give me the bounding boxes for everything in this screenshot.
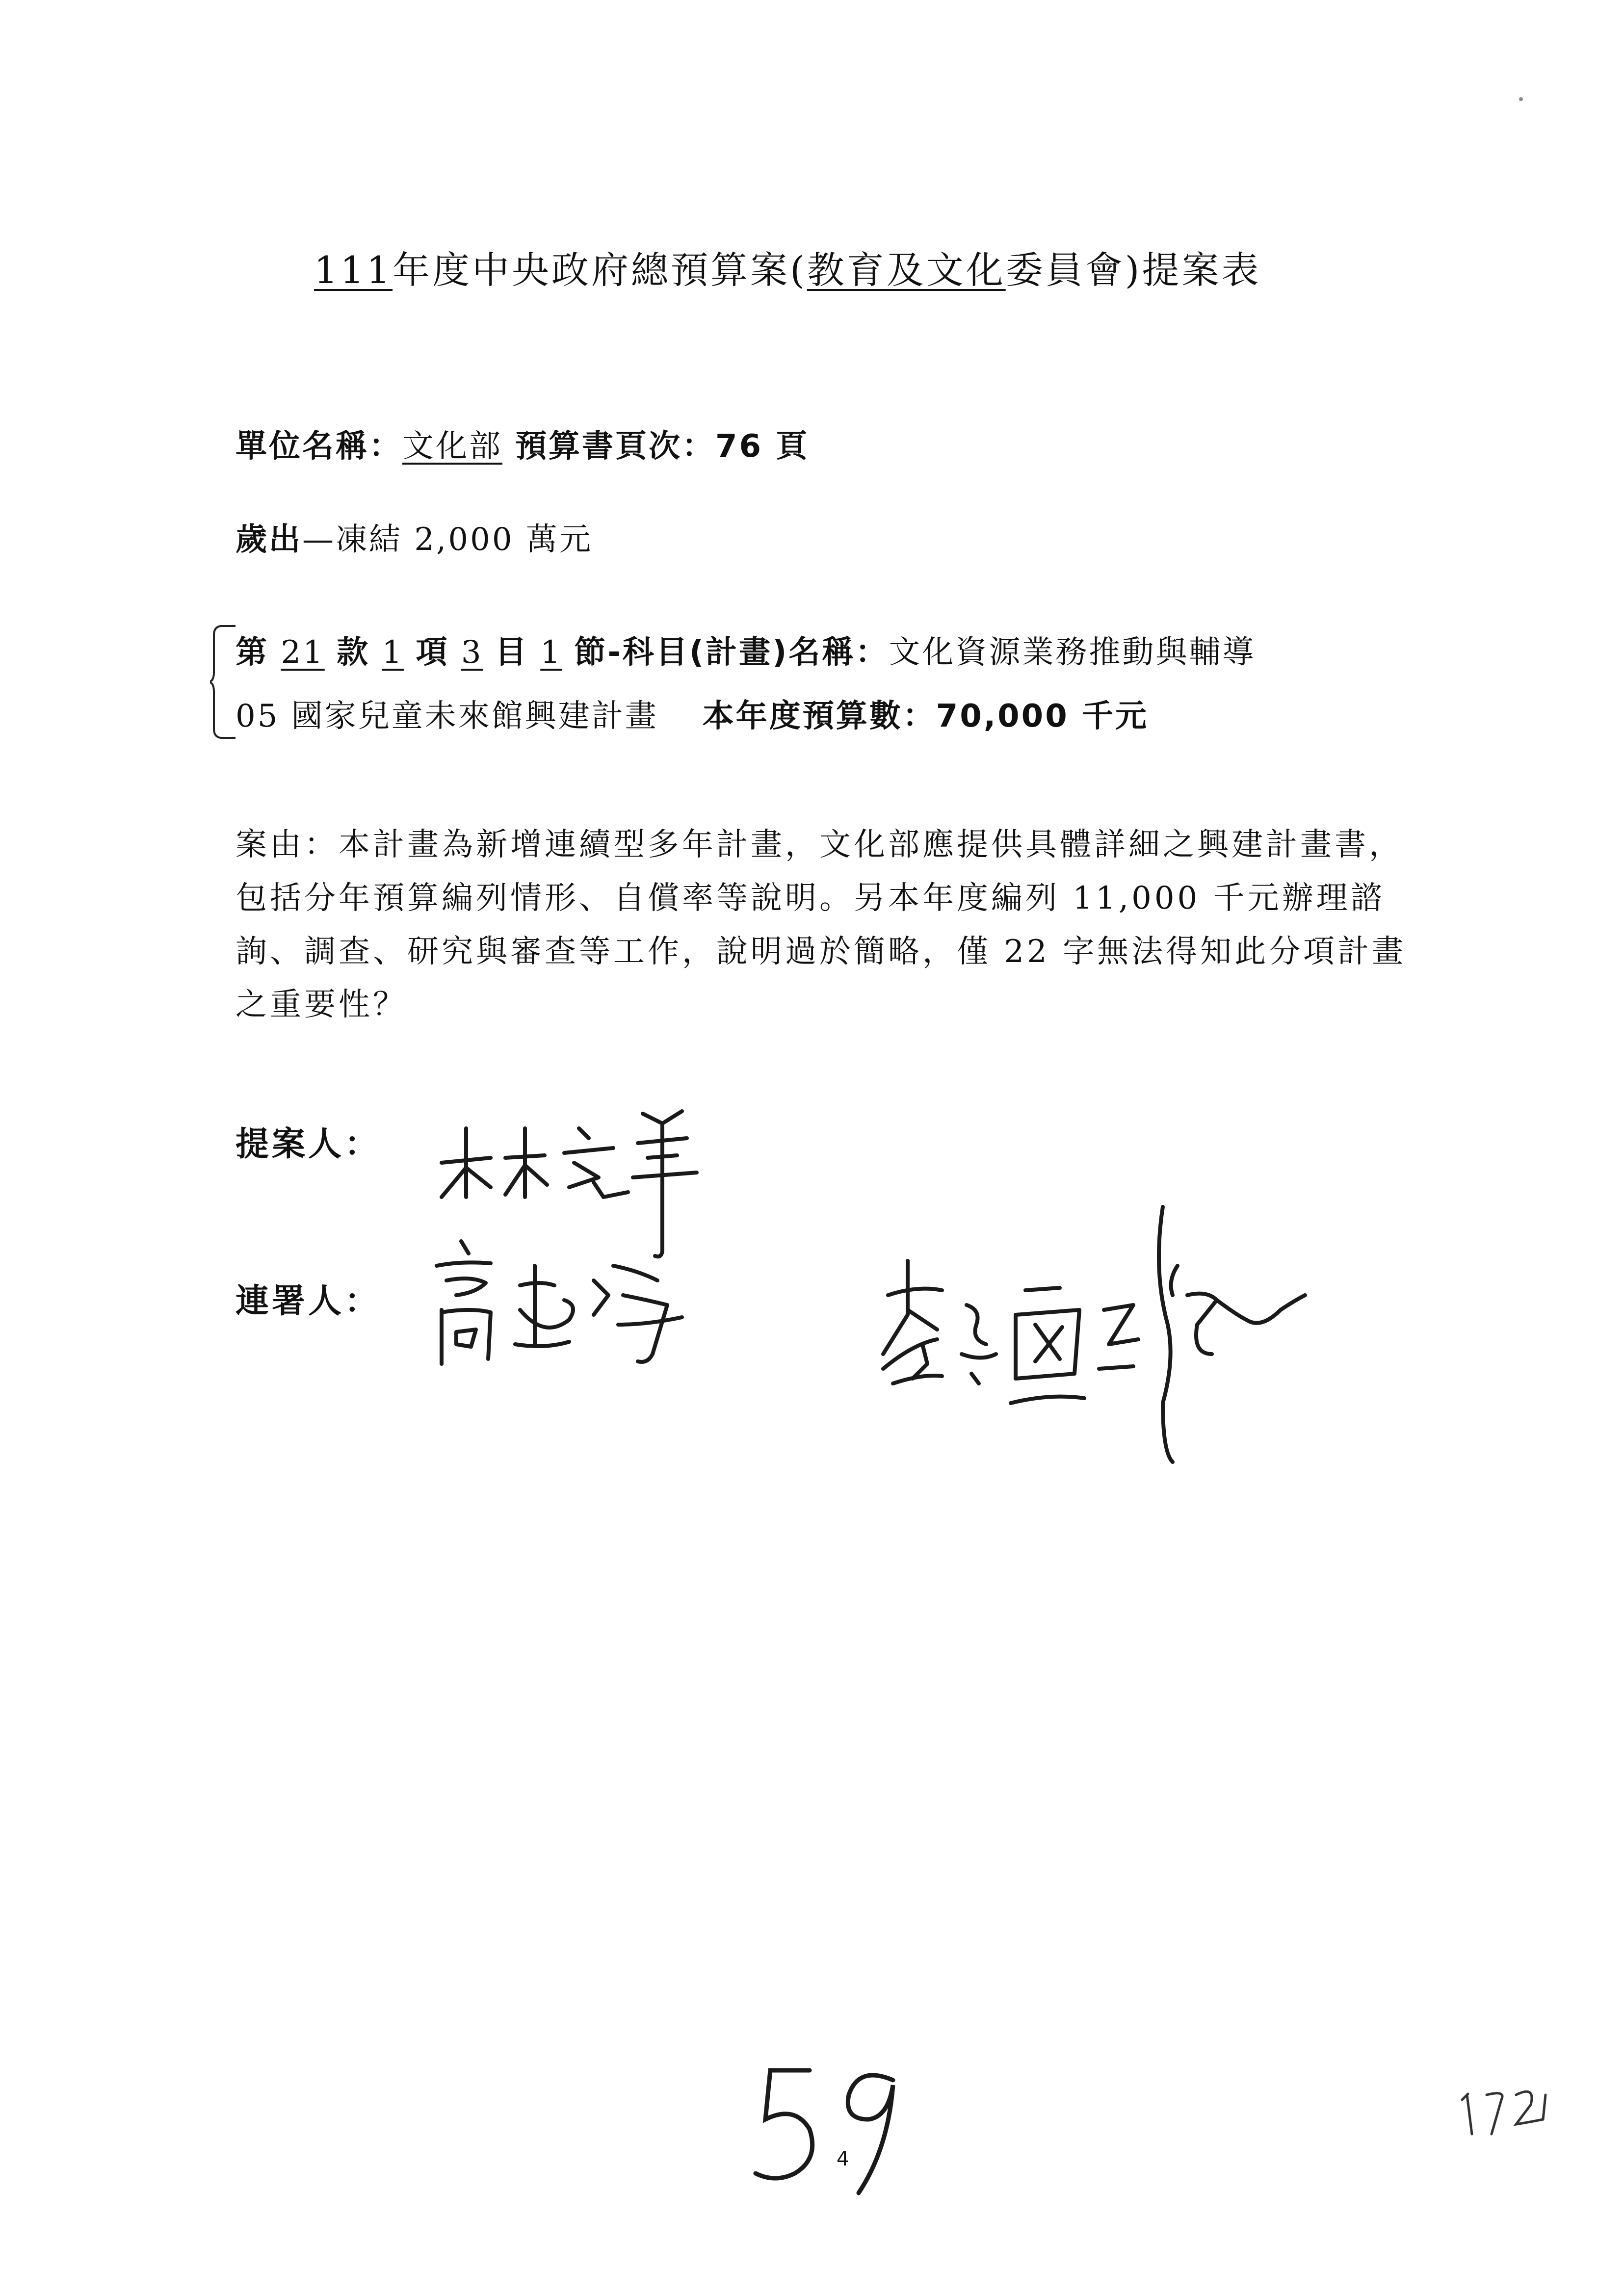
title-mid: 年度中央政府總預算案( (393, 248, 807, 292)
budget-amount: 本年度預算數：70,000 千元 (702, 698, 1149, 734)
plan-row (236, 691, 1149, 736)
unit-name: 文化部 (402, 428, 502, 465)
subject-jie: 1 (540, 634, 562, 671)
title-year: 111 (314, 248, 393, 292)
unit-label: 單位名稱： (236, 428, 402, 465)
handwritten-page-number (746, 2051, 922, 2208)
cosigners-label: 連署人： (236, 1282, 381, 1321)
subject-row (236, 627, 1256, 672)
page-value: 76 頁 (715, 428, 810, 465)
unit-row (236, 421, 809, 466)
corner-mark (1452, 2065, 1550, 2144)
cosigner-signature-1 (422, 1226, 697, 1388)
subject-xiang: 1 (382, 634, 404, 671)
subject-mu: 3 (461, 634, 483, 671)
reason-paragraph: 案由：本計畫為新增連續型多年計畫，文化部應提供具體詳細之興建計畫書，包括分年預算編列情形、自償率等說明。另本年度編列 11,000 千元辦理諮詢、調查、研究與審查等工作，說明過於簡略，僅 22 字無法得知此分項計畫之重要性？ (236, 827, 1407, 1023)
printed-page-number: 4 (837, 2148, 849, 2170)
expenditure-row (236, 514, 593, 559)
expenditure-value: —凍結 2,000 萬元 (302, 522, 593, 558)
expenditure-label: 歲出 (236, 522, 302, 558)
subject-di: 第 (236, 634, 269, 671)
page-label: 預算書頁次： (515, 428, 715, 465)
proposer-label: 提案人： (236, 1125, 381, 1164)
cosigner-signature-2 (873, 1197, 1315, 1472)
title-end: 委員會)提案表 (1005, 248, 1261, 292)
title-committee: 教育及文化 (807, 248, 1006, 292)
subject-bracket (210, 623, 239, 741)
scan-speck (1519, 97, 1523, 101)
subject-name: 文化資源業務推動與輔導 (889, 634, 1256, 671)
subject-xiang-label: 項 (416, 634, 449, 671)
subject-kuan: 21 (281, 634, 325, 671)
subject-mu-label: 目 (495, 634, 528, 671)
subject-kuan-label: 款 (337, 634, 370, 671)
page-title (314, 240, 1261, 294)
subject-jie-label: 節-科目(計畫)名稱： (574, 634, 889, 671)
plan-name: 05 國家兒童未來館興建計畫 (236, 698, 658, 734)
